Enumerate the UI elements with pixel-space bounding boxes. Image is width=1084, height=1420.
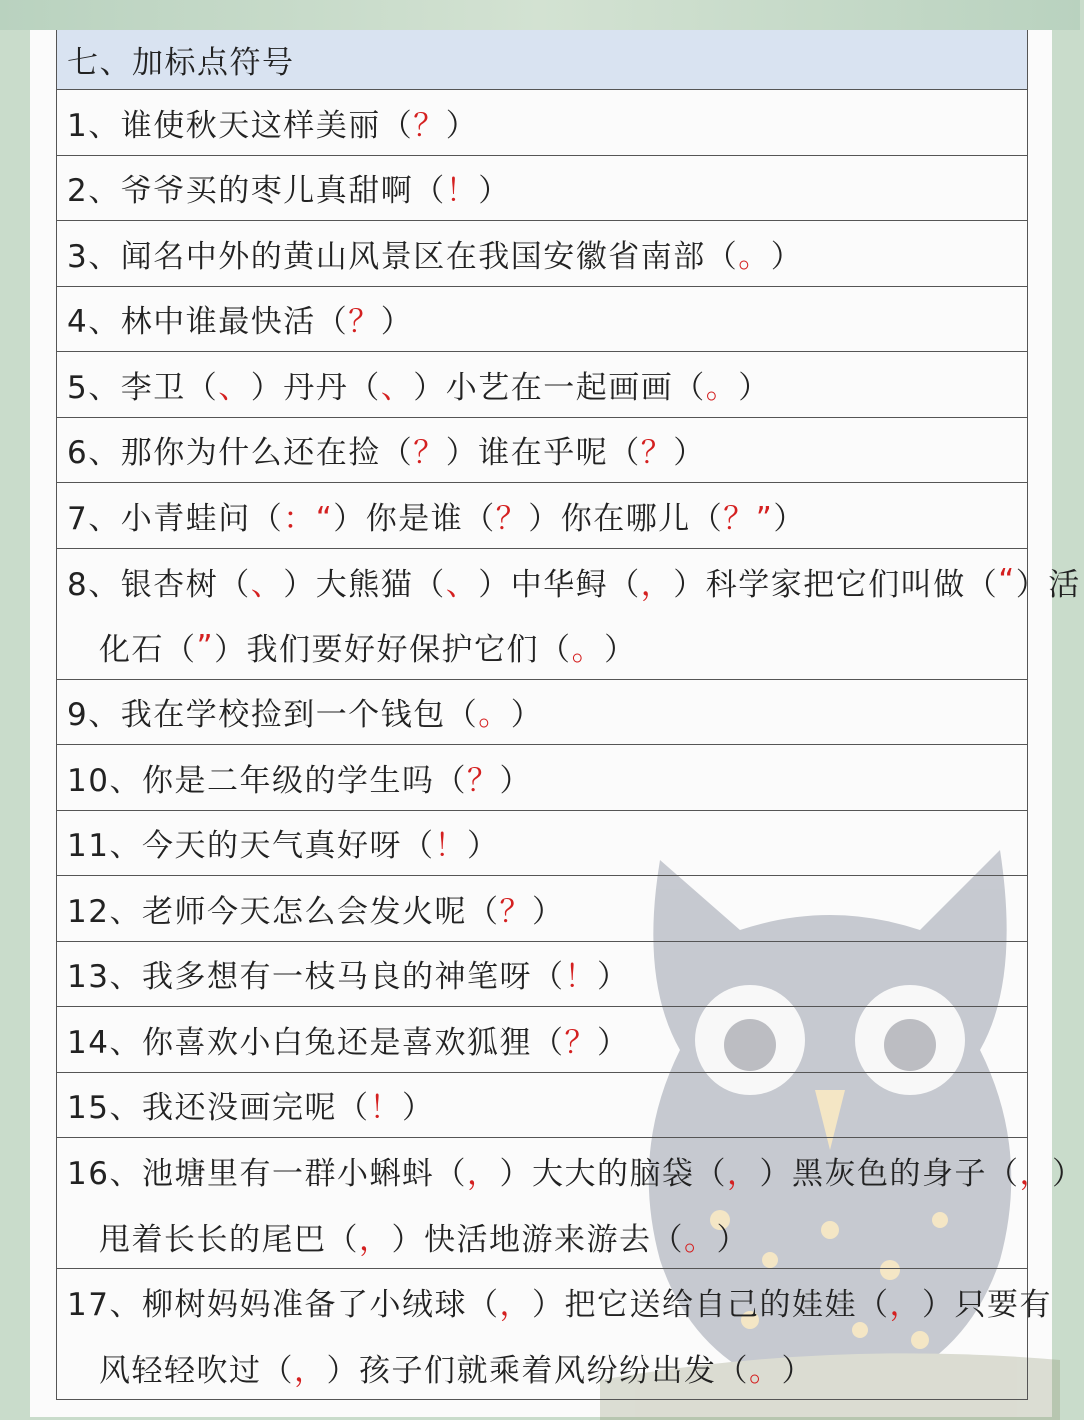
answer-mark: ？: [466, 762, 500, 799]
answer-mark: 、: [218, 369, 251, 406]
question-row: [57, 942, 1027, 1008]
answer-mark: “: [998, 563, 1016, 600]
answer-mark: ？”: [723, 500, 774, 537]
question-text: ）孩子们就乘着风纷纷出发（: [326, 1352, 749, 1389]
answer-mark: ！: [434, 828, 467, 865]
question-text: ）只要有: [921, 1287, 1052, 1324]
question-text: 17、柳树妈妈准备了小绒球（: [67, 1287, 500, 1324]
question-text: ）: [781, 1352, 814, 1389]
question-list: [57, 90, 1084, 1400]
answer-mark: ？: [413, 435, 446, 472]
question-text: 8、银杏树（: [67, 566, 251, 603]
answer-mark: 、: [445, 566, 479, 603]
question-text: ）: [478, 173, 511, 210]
question-text: 12、老师今天怎么会发火呢（: [67, 893, 500, 930]
question-text: ）: [401, 1090, 435, 1127]
answer-mark: ？: [640, 435, 674, 472]
answer-mark: ，: [294, 1352, 327, 1389]
question-row: [57, 221, 1027, 287]
question-text: 15、我还没画完呢（: [67, 1090, 370, 1127]
question-line: [67, 1138, 1084, 1204]
question-row: [57, 1269, 1052, 1400]
question-line: [67, 549, 1081, 615]
question-row: [57, 745, 1027, 811]
question-line: [67, 614, 1027, 680]
question-text: ）: [596, 1024, 630, 1061]
answer-mark: ？: [495, 500, 529, 537]
answer-mark: ，: [1019, 1156, 1052, 1193]
section-heading: [57, 30, 1027, 90]
answer-mark: ？: [413, 107, 446, 144]
answer-mark: ，: [640, 566, 674, 603]
question-text: ）: [380, 304, 414, 341]
question-text: 甩着长长的尾巴（: [99, 1221, 359, 1258]
answer-mark: ，: [466, 1156, 500, 1193]
question-text: ）: [604, 632, 637, 669]
answer-mark: ，: [726, 1156, 760, 1193]
answer-mark: 、: [380, 369, 414, 406]
question-line: [67, 1204, 1027, 1270]
question-text: ）中华鲟（: [478, 566, 641, 603]
question-text: ）: [466, 828, 500, 865]
question-text: ）你在哪儿（: [528, 500, 724, 537]
question-text: ）丹丹（: [250, 369, 381, 406]
answer-mark: 。: [738, 238, 771, 275]
question-text: ）: [499, 762, 532, 799]
question-text: ）: [770, 238, 804, 275]
question-row: [57, 352, 1027, 418]
question-row: [57, 483, 1027, 549]
question-text: ）: [1051, 1156, 1084, 1193]
question-text: 7、小青蛙问（: [67, 500, 284, 537]
answer-mark: ？: [348, 304, 381, 341]
question-row: [57, 1073, 1027, 1139]
question-text: ）大大的脑袋（: [499, 1156, 727, 1193]
question-text: ）: [531, 893, 565, 930]
question-row: [57, 811, 1027, 877]
question-row: [57, 1138, 1084, 1269]
question-text: 风轻轻吹过（: [99, 1352, 294, 1389]
question-text: 1、谁使秋天这样美丽（: [67, 107, 414, 144]
question-text: 10、你是二年级的学生吗（: [67, 762, 467, 799]
question-row: [57, 90, 1027, 156]
answer-mark: ，: [499, 1287, 532, 1324]
question-text: ）科学家把它们叫做（: [673, 566, 999, 603]
question-text: ）: [596, 959, 630, 996]
question-text: ）谁在乎呢（: [445, 435, 641, 472]
question-text: 14、你喜欢小白兔还是喜欢狐狸（: [67, 1024, 565, 1061]
question-text: 2、爷爷买的枣儿真甜啊（: [67, 173, 446, 210]
question-text: 9、我在学校捡到一个钱包（: [67, 697, 479, 734]
answer-mark: ！: [564, 959, 597, 996]
question-row: [57, 680, 1027, 746]
question-row: [57, 156, 1027, 222]
question-text: ）快活地游来游去（: [391, 1221, 684, 1258]
question-text: ）: [445, 107, 479, 144]
answer-mark: 。: [684, 1221, 717, 1258]
answer-mark: 。: [571, 632, 605, 669]
question-text: 化石（: [99, 632, 197, 669]
question-row: [57, 549, 1081, 680]
heading-text: 七、加标点符号: [67, 45, 295, 81]
answer-mark: ？: [564, 1024, 597, 1061]
question-text: 16、池塘里有一群小蝌蚪（: [67, 1156, 467, 1193]
answer-mark: 。: [705, 369, 739, 406]
question-text: ）你是谁（: [333, 500, 496, 537]
question-text: 11、今天的天气真好呀（: [67, 828, 435, 865]
question-row: [57, 876, 1027, 942]
answer-mark: ：“: [283, 500, 334, 537]
question-text: 6、那你为什么还在捡（: [67, 435, 414, 472]
question-row: [57, 418, 1027, 484]
answer-mark: ！: [369, 1090, 402, 1127]
question-text: ）黑灰色的身子（: [759, 1156, 1020, 1193]
question-line: [67, 1269, 1052, 1335]
question-text: ）: [773, 500, 806, 537]
question-text: ）小艺在一起画画（: [413, 369, 706, 406]
answer-mark: 。: [478, 697, 511, 734]
question-text: 5、李卫（: [67, 369, 219, 406]
answer-mark: 。: [749, 1352, 782, 1389]
question-row: [57, 287, 1027, 353]
question-text: ）: [738, 369, 771, 406]
question-text: 13、我多想有一枝马良的神笔呀（: [67, 959, 565, 996]
question-text: 3、闻名中外的黄山风景区在我国安徽省南部（: [67, 238, 739, 275]
question-text: ）大熊猫（: [283, 566, 446, 603]
question-line: [67, 1335, 1027, 1401]
question-row: [57, 1007, 1027, 1073]
question-text: ）我们要好好保护它们（: [214, 632, 572, 669]
answer-mark: ”: [196, 628, 215, 665]
question-text: ）: [673, 435, 706, 472]
background-strip: [0, 0, 1080, 30]
question-text: 4、林中谁最快活（: [67, 304, 349, 341]
answer-mark: ！: [445, 173, 479, 210]
question-text: ）: [716, 1221, 749, 1258]
question-text: ）活: [1015, 566, 1081, 603]
answer-mark: ，: [359, 1221, 392, 1258]
answer-mark: 、: [250, 566, 284, 603]
answer-mark: ？: [499, 893, 532, 930]
question-text: ）把它送给自己的娃娃（: [531, 1287, 890, 1324]
answer-mark: ，: [889, 1287, 922, 1324]
punctuation-table: [56, 30, 1084, 1400]
question-text: ）: [510, 697, 544, 734]
